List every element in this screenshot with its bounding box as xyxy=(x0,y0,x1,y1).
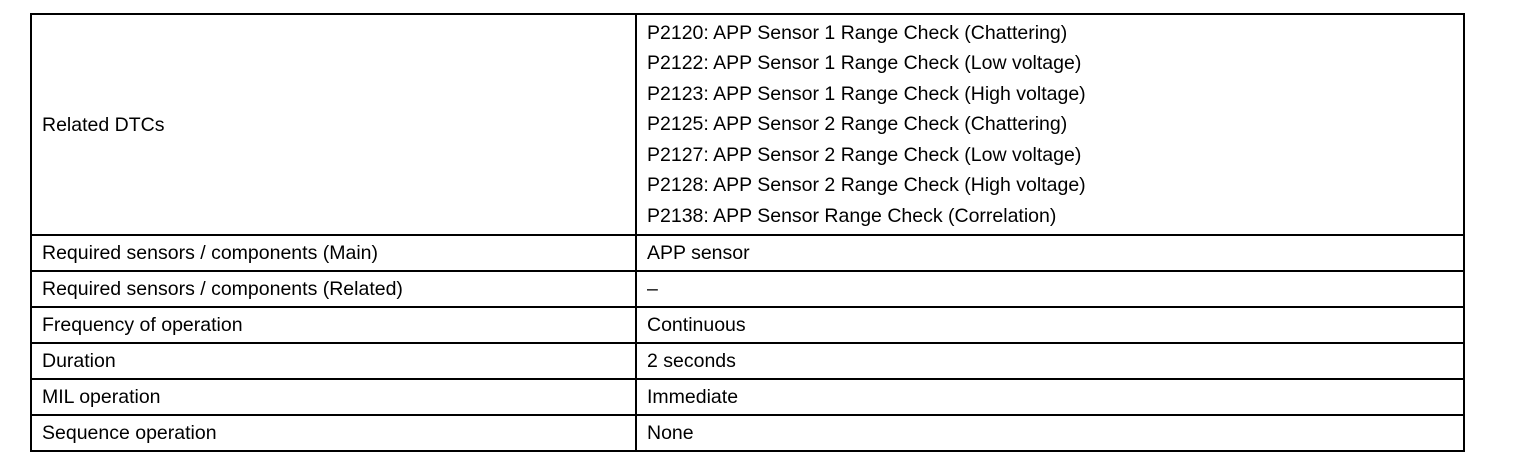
row-label: MIL operation xyxy=(31,379,636,415)
dtc-item: P2123: APP Sensor 1 Range Check (High voltage) xyxy=(647,82,1086,105)
dtc-item: P2122: APP Sensor 1 Range Check (Low voltage) xyxy=(647,52,1082,75)
row-value: Continuous xyxy=(636,307,1464,343)
dtc-item: P2125: APP Sensor 2 Range Check (Chattering) xyxy=(647,113,1068,136)
dtc-list xyxy=(636,14,1464,235)
row-value: Immediate xyxy=(636,379,1464,415)
dtc-item: P2128: APP Sensor 2 Range Check (High voltage) xyxy=(647,174,1086,197)
row-label: Sequence operation xyxy=(31,415,636,451)
row-value: None xyxy=(636,415,1464,451)
row-value: 2 seconds xyxy=(636,343,1464,379)
monitor-spec-table xyxy=(30,13,1465,452)
row-label: Required sensors / components (Main) xyxy=(31,235,636,271)
row-label: Duration xyxy=(31,343,636,379)
dtc-item: P2138: APP Sensor Range Check (Correlation) xyxy=(647,204,1057,227)
row-value: APP sensor xyxy=(636,235,1464,271)
table-row-duration xyxy=(31,343,1464,379)
table-row-related-dtcs xyxy=(31,14,1464,235)
table-row-sequence-operation xyxy=(31,415,1464,451)
row-label: Frequency of operation xyxy=(31,307,636,343)
dtc-item: P2120: APP Sensor 1 Range Check (Chattering) xyxy=(647,21,1068,44)
table-row-related-sensors xyxy=(31,271,1464,307)
table-row-main-sensors xyxy=(31,235,1464,271)
row-label: Required sensors / components (Related) xyxy=(31,271,636,307)
table-row-frequency xyxy=(31,307,1464,343)
table-row-mil-operation xyxy=(31,379,1464,415)
row-label: Related DTCs xyxy=(31,14,636,235)
dtc-item: P2127: APP Sensor 2 Range Check (Low voltage) xyxy=(647,143,1082,166)
row-value: – xyxy=(636,271,1464,307)
